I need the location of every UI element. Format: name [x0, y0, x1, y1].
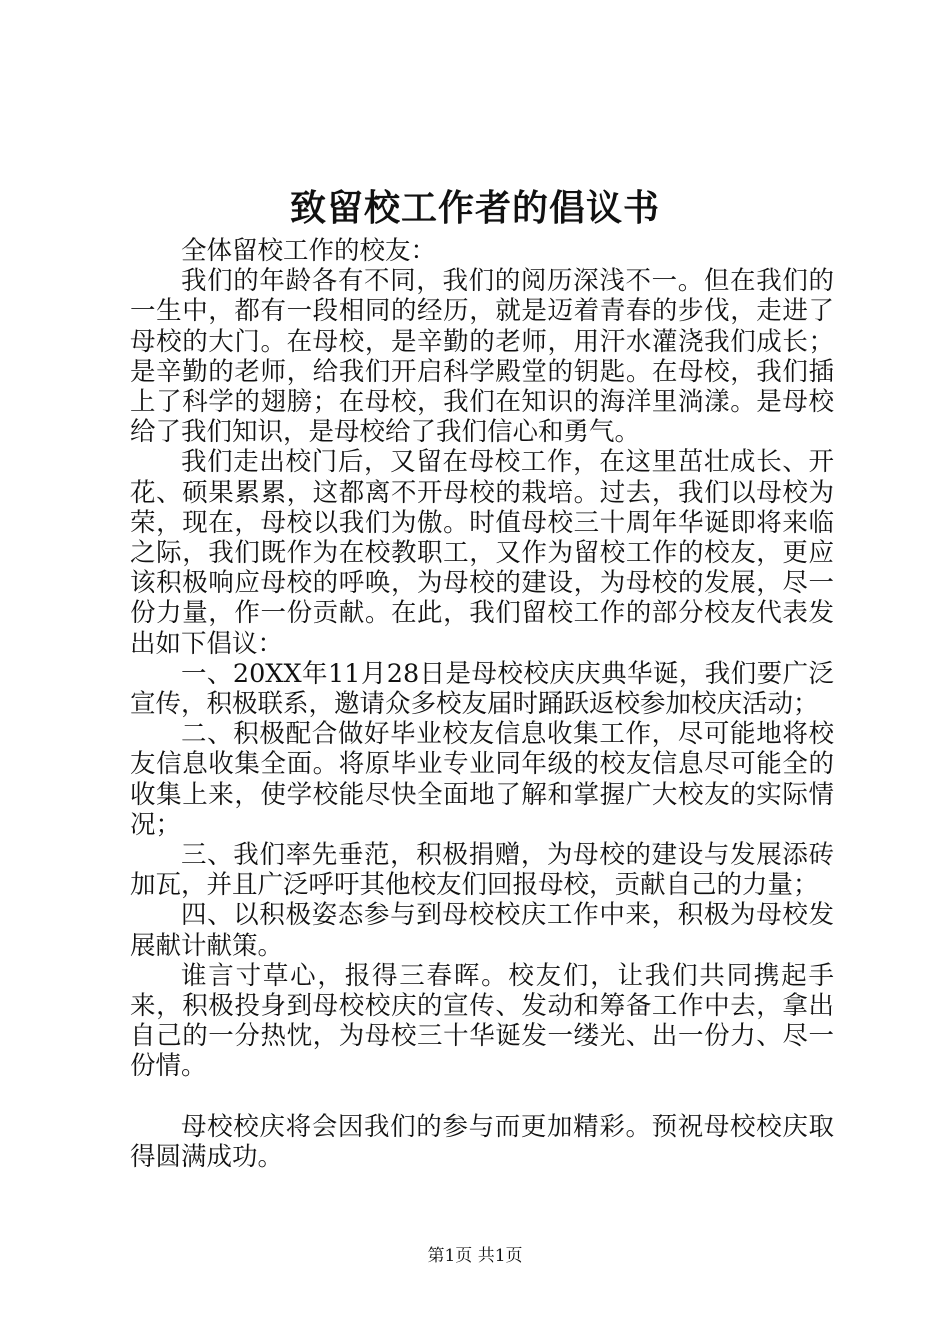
paragraph-1: 我们的年龄各有不同，我们的阅历深浅不一。但在我们的一生中，都有一段相同的经历，就是迈着青春的步伐，走进了母校的大门。在母校，是辛勤的老师，用汗水灌浇我们成长；是辛勤的老师，给我们开启科学殿堂的钥匙。在母校，我们插上了科学的翅膀；在母校，我们在知识的海洋里淌漾。是母校给了我们知识，是母校给了我们信心和勇气。 [130, 266, 834, 448]
paragraph-appeal: 谁言寸草心，报得三春晖。校友们，让我们共同携起手来，积极投身到母校校庆的宣传、发动和筹备工作中去，拿出自己的一分热忱，为母校三十华诞发一缕光、出一份力、尽一份情。 [130, 960, 834, 1082]
proposal-3: 三、我们率先垂范，积极捐赠，为母校的建设与发展添砖加瓦，并且广泛呼吁其他校友们回报母校，贡献自己的力量； [130, 840, 834, 901]
page-footer: 第1页 共1页 [427, 1246, 523, 1266]
document-body [130, 236, 834, 1172]
paragraph-2: 我们走出校门后，又留在母校工作，在这里茁壮成长、开花、硕果累累，这都离不开母校的栽培。过去，我们以母校为荣，现在，母校以我们为傲。时值母校三十周年华诞即将来临之际，我们既作为在校教职工，又作为留校工作的校友，更应该积极响应母校的呼唤，为母校的建设，为母校的发展，尽一份力量，作一份贡献。在此，我们留校工作的部分校友代表发出如下倡议： [130, 447, 834, 659]
greeting: 全体留校工作的校友： [181, 236, 437, 266]
proposal-1: 一、20XX年11月28日是母校校庆庆典华诞，我们要广泛宣传，积极联系，邀请众多校友届时踊跃返校参加校庆活动； [130, 658, 834, 720]
document-title: 致留校工作者的倡议书 [289, 187, 660, 229]
proposal-2: 二、积极配合做好毕业校友信息收集工作，尽可能地将校友信息收集全面。将原毕业专业同年级的校友信息尽可能全的收集上来，使学校能尽快全面地了解和掌握广大校友的实际情况； [130, 719, 834, 840]
proposal-4: 四、以积极姿态参与到母校校庆工作中来，积极为母校发展献计献策。 [130, 900, 834, 961]
closing-paragraph: 母校校庆将会因我们的参与而更加精彩。预祝母校校庆取得圆满成功。 [130, 1111, 834, 1172]
paragraph-gap [130, 1082, 834, 1112]
